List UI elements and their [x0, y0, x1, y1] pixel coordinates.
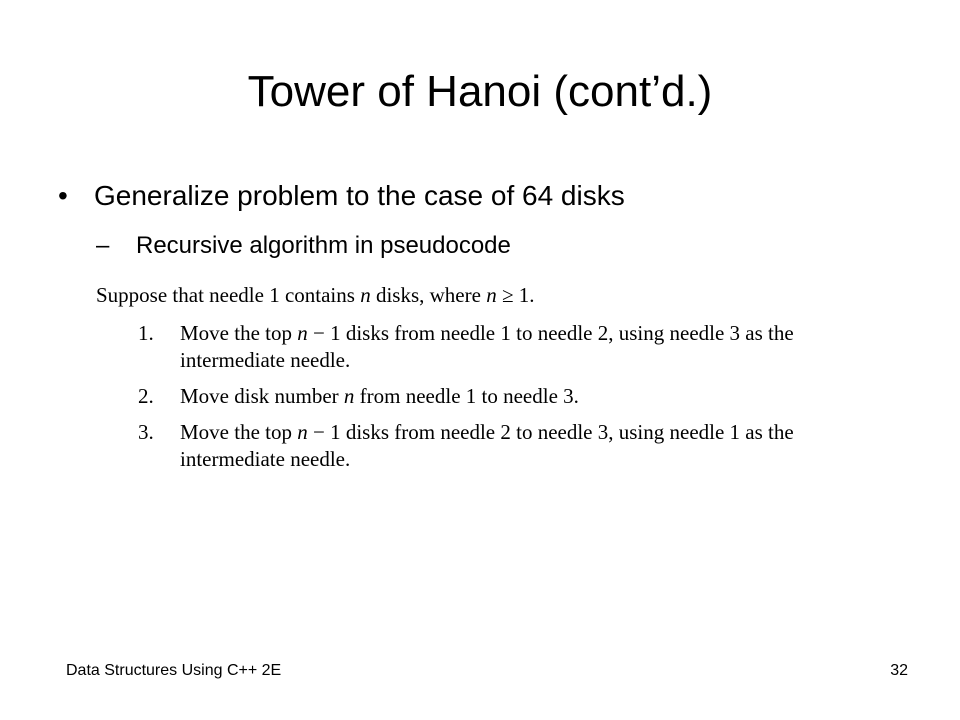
step-variable: n [297, 321, 308, 345]
slide-title: Tower of Hanoi (cont’d.) [247, 67, 713, 116]
step-variable: n [297, 420, 308, 444]
pseudocode-step [96, 419, 896, 473]
pseudocode-step [96, 320, 896, 374]
step-text-before: Move the top [180, 321, 298, 345]
step-text-after: − 1 disks from needle 1 to needle 2, using needle 3 as the intermediate needle. [180, 321, 794, 372]
step-text-after: − 1 disks from needle 2 to needle 3, using needle 1 as the intermediate needle. [180, 420, 794, 471]
pseudocode-step [96, 383, 896, 410]
step-text [180, 383, 880, 410]
step-text-before: Move the top [180, 420, 298, 444]
step-variable: n [343, 384, 355, 408]
step-number: 1. [138, 321, 154, 345]
bullet-item [58, 176, 625, 216]
intro-variable: n [360, 283, 371, 307]
step-number: 3. [138, 420, 154, 444]
pseudocode-block [96, 282, 896, 482]
step-text [180, 419, 880, 473]
intro-text: Suppose that needle 1 contains [96, 283, 361, 307]
bullet-marker: • [58, 180, 68, 211]
footer-page-number: 32 [890, 662, 908, 679]
step-number: 2. [138, 384, 154, 408]
bullet-text: Generalize problem to the case of 64 disks [94, 180, 625, 211]
sub-bullet-marker: – [96, 232, 110, 259]
intro-variable-2: n [486, 283, 497, 307]
step-text-after: from needle 1 to needle 3. [354, 384, 579, 408]
step-text-before: Move disk number [180, 384, 344, 408]
step-text [180, 320, 880, 374]
sub-bullet-item [96, 228, 511, 264]
intro-text-mid: disks, where [370, 283, 487, 307]
pseudocode-intro [96, 282, 896, 309]
footer-book-title: Data Structures Using C++ 2E [66, 662, 282, 679]
intro-text-end: ≥ 1. [496, 283, 535, 307]
sub-bullet-text: Recursive algorithm in pseudocode [136, 232, 511, 259]
